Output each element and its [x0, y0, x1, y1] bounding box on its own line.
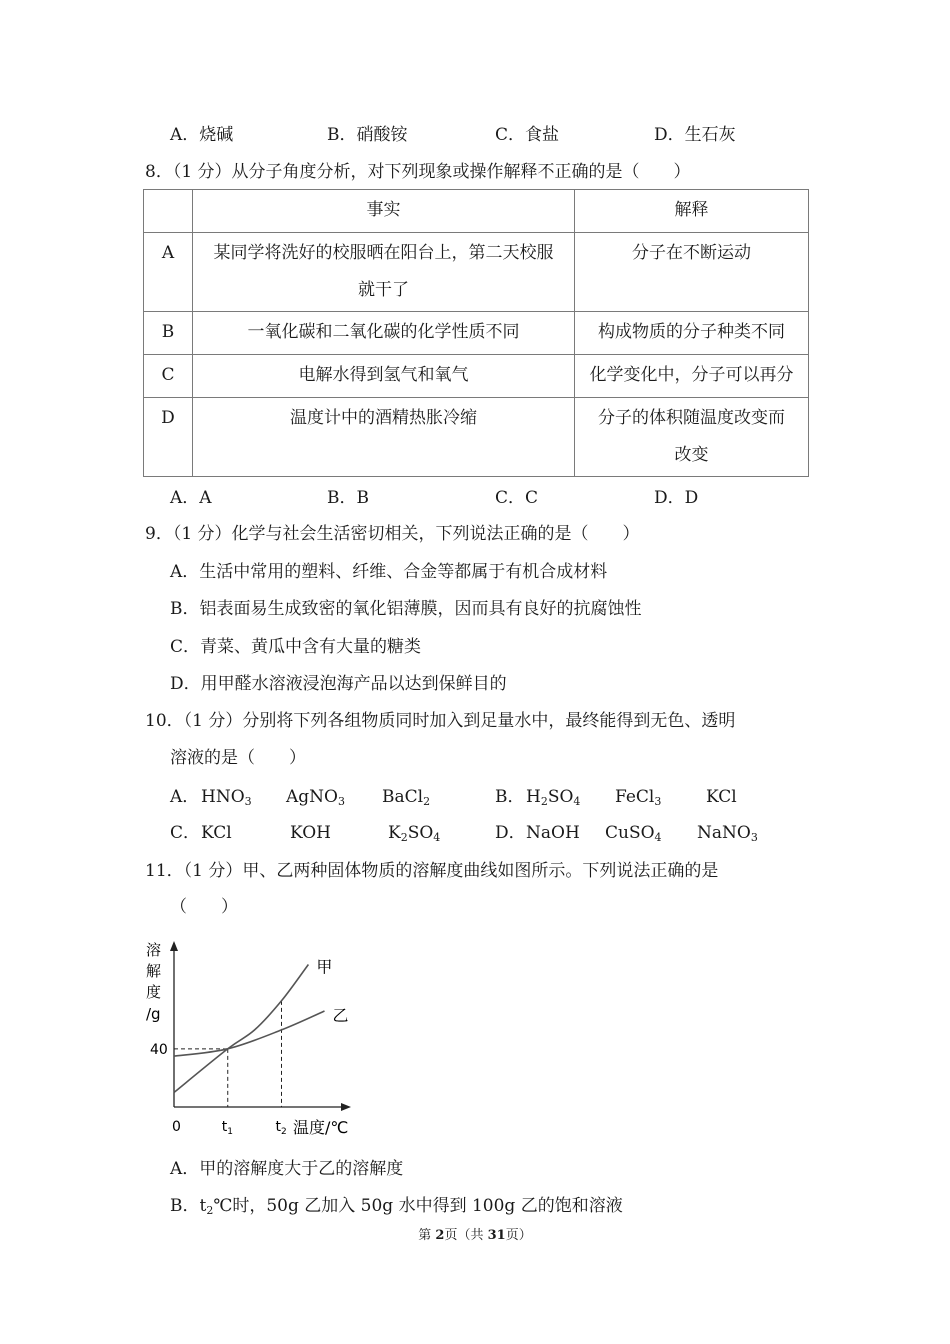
q10-c-formula-2: KOH	[290, 823, 332, 843]
q8-option-c: C．C	[495, 488, 539, 508]
q8-option-d: D．D	[654, 488, 699, 508]
q7-option-b: B．硝酸铵	[327, 125, 408, 145]
q11-stem-line1: 11．（1 分）甲、乙两种固体物质的溶解度曲线如图所示。下列说法正确的是	[145, 861, 719, 881]
q10-option-d-label: D．	[495, 823, 526, 843]
q10-b-formula-3: KCl	[706, 787, 737, 807]
q10-d-formula-2: CuSO$_4$	[605, 823, 662, 844]
x-axis-arrow	[341, 1103, 351, 1111]
table-header-cell: 解释	[575, 190, 809, 233]
y-label-char-3: 度	[146, 983, 162, 1001]
q10-c-formula-1: KCl	[201, 823, 232, 843]
q8-table	[143, 189, 809, 477]
q8-option-b: B．B	[327, 488, 369, 508]
series-yi-label: 乙	[332, 1006, 349, 1025]
table-row: B 一氧化碳和二氧化碳的化学性质不同 构成物质的分子种类不同	[144, 312, 809, 355]
q10-b-formula-2: FeCl$_3$	[615, 787, 662, 808]
q7-option-d: D．生石灰	[654, 125, 736, 145]
x-tick-t1: $t_1$	[221, 1119, 233, 1137]
page-footer: 第 2页（共 31页）	[418, 1228, 532, 1243]
solubility-curve-chart	[140, 935, 370, 1145]
q9-option-a: A．生活中常用的塑料、纤维、合金等都属于有机合成材料	[170, 562, 608, 582]
q10-option-a-label: A．	[170, 787, 200, 807]
q9-option-c: C．青菜、黄瓜中含有大量的糖类	[170, 637, 422, 657]
q10-option-c-label: C．	[170, 823, 201, 843]
q10-stem-line1: 10．（1 分）分别将下列各组物质同时加入到足量水中，最终能得到无色、透明	[145, 711, 736, 731]
q11-option-a: A．甲的溶解度大于乙的溶解度	[170, 1159, 404, 1179]
q11-option-b: B．$t_2℃$时，50g 乙加入 50g 水中得到 100g 乙的饱和溶液	[170, 1196, 623, 1217]
q9-option-b: B．铝表面易生成致密的氧化铝薄膜，因而具有良好的抗腐蚀性	[170, 599, 642, 619]
q9-stem: 9．（1 分）化学与社会生活密切相关，下列说法正确的是（ ）	[145, 524, 640, 544]
y-label-char-2: 解	[146, 962, 162, 980]
table-header-cell: 事实	[193, 190, 575, 233]
q10-stem-line2: 溶液的是（ ）	[170, 748, 306, 768]
q10-d-formula-3: NaNO$_3$	[697, 823, 758, 844]
y-axis-arrow	[170, 941, 178, 951]
q10-c-formula-3: $K_2SO_4$	[388, 823, 441, 844]
q10-b-formula-1: $H_2SO_4$	[526, 787, 581, 808]
origin-label: 0	[172, 1119, 181, 1135]
q10-a-formula-1: $HNO_3$	[201, 787, 252, 808]
q8-option-a: A．A	[170, 488, 212, 508]
q11-stem-line2: （ ）	[170, 897, 238, 917]
table-header-cell	[144, 190, 193, 233]
series-jia-curve	[174, 965, 308, 1093]
q7-option-a: A．烧碱	[170, 125, 234, 145]
q10-d-formula-1: NaOH	[526, 823, 580, 843]
q7-option-c: C．食盐	[495, 125, 560, 145]
q10-option-b-label: B．	[495, 787, 525, 807]
q9-option-d: D．用甲醛水溶液浸泡海产品以达到保鲜目的	[170, 674, 507, 694]
table-row: C 电解水得到氢气和氧气 化学变化中，分子可以再分	[144, 355, 809, 398]
q10-a-formula-3: BaCl$_2$	[382, 787, 431, 808]
y-label-char-4: /g	[146, 1005, 161, 1023]
x-tick-t2: $t_2$	[275, 1119, 287, 1137]
y-tick-40: 40	[150, 1041, 168, 1058]
x-axis-label: 温度/℃	[293, 1118, 349, 1137]
series-jia-label: 甲	[316, 957, 333, 977]
q10-a-formula-2: AgNO$_3$	[286, 787, 345, 808]
q8-stem: 8．（1 分）从分子角度分析，对下列现象或操作解释不正确的是（ ）	[145, 162, 691, 182]
table-row: D 温度计中的酒精热胀冷缩 分子的体积随温度改变而 改变	[144, 398, 809, 477]
y-label-char-1: 溶	[146, 941, 162, 959]
table-row: A 某同学将洗好的校服晒在阳台上，第二天校服 就干了 分子在不断运动	[144, 233, 809, 312]
